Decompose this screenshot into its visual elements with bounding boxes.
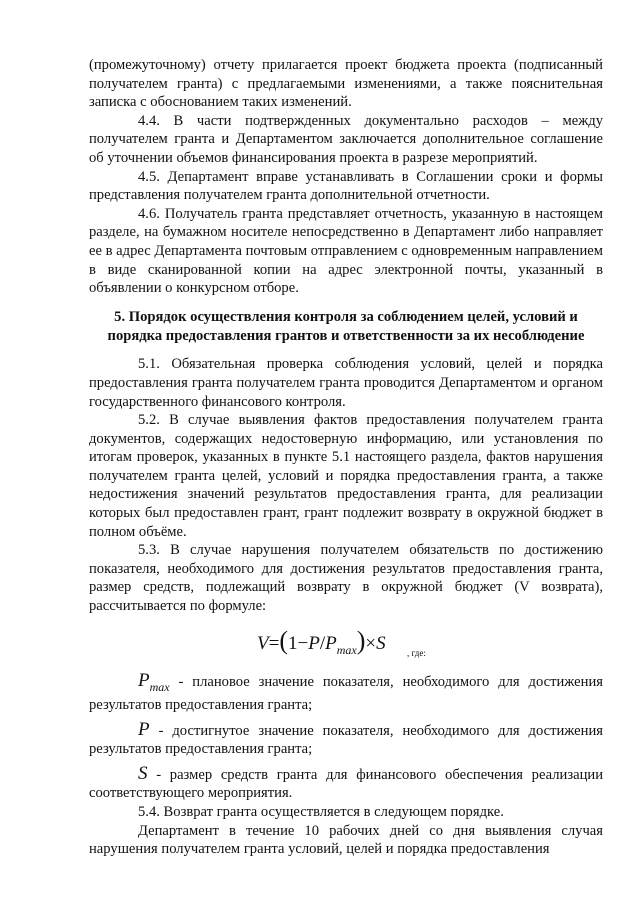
document-page <box>89 56 603 859</box>
paragraph-5-4: 5.4. Возврат гранта осуществляется в следующем порядке. <box>138 803 504 820</box>
s-symbol: S <box>138 762 148 784</box>
paragraph-5-3: 5.3. В случае нарушения получателем обязательств по достижению показателя, необходимого для достижения результатов предоставления гранта, размер средств, подлежащий возврату в окружной бюджет (V возврата), рассчитывается по формуле: <box>89 542 603 615</box>
paragraph-5-4-procedure: Департамент в течение 10 рабочих дней со дня выявления случая нарушения получателем гранта условий, целей и порядка предоставления <box>89 822 603 858</box>
section-5-heading: 5. Порядок осуществления контроля за соблюдением целей, условий и порядка предоставления грантов и ответственности за их несоблюдение <box>107 308 585 344</box>
paragraph-4-5: 4.5. Департамент вправе устанавливать в Соглашении сроки и формы представления получателем гранта дополнительной отчетности. <box>89 168 603 204</box>
paragraph-5-1: 5.1. Обязательная проверка соблюдения условий, целей и порядка предоставления гранта получателем гранта проводится Департаментом и органом государственного финансового контроля. <box>89 356 603 410</box>
paragraph-4-6: 4.6. Получатель гранта представляет отчетность, указанную в настоящем разделе, на бумажном носителе непосредственно в Департамент либо направляет ее в адрес Департамента почтовым отправлением с одновременным направлением в виде сканированной копии на адрес электронной почты, указанный в объявлении о конкурсном отборе. <box>89 205 603 297</box>
paragraph-5-2: 5.2. В случае выявления фактов предоставления получателем гранта документов, содержащих недостоверную информацию, или установления по итогам проверок, указанных в пункте 5.1 настоящего раздела, фактов нарушения получателем гранта целей, условий и порядка предоставления гранта, а также недостижения значений результатов предоставления гранта, для реализации которых был предоставлен грант, грант подлежит возврату в окружной бюджет в полном объёме. <box>89 412 603 540</box>
formula-where-label: , где: <box>407 647 426 658</box>
refund-formula <box>89 620 603 666</box>
definition-p: P - достигнутое значение показателя, необходимого для достижения результатов предоставления гранта; <box>89 718 603 758</box>
definition-s: S - размер средств гранта для финансового обеспечения реализации соответствующего мероприятия. <box>89 762 603 802</box>
p-symbol: P <box>138 718 150 740</box>
paragraph-4-3-continuation: (промежуточному) отчету прилагается проект бюджета проекта (подписанный получателем гранта) с предлагаемыми изменениями, а также пояснительная записка с обоснованием таких изменений. <box>89 57 603 111</box>
formula-expression: $V=(1-P/P_{max})\times S$ <box>257 625 386 657</box>
definition-pmax: $P_{max}$ - плановое значение показателя, необходимого для достижения результатов предоставления гранта; <box>89 669 603 714</box>
pmax-symbol: $P_{max}$ <box>138 669 170 694</box>
paragraph-4-4: 4.4. В части подтвержденных документально расходов – между получателем гранта и Департаментом заключается дополнительное соглашение об уточнении объемов финансирования проекта в разрезе мероприятий. <box>89 112 603 166</box>
